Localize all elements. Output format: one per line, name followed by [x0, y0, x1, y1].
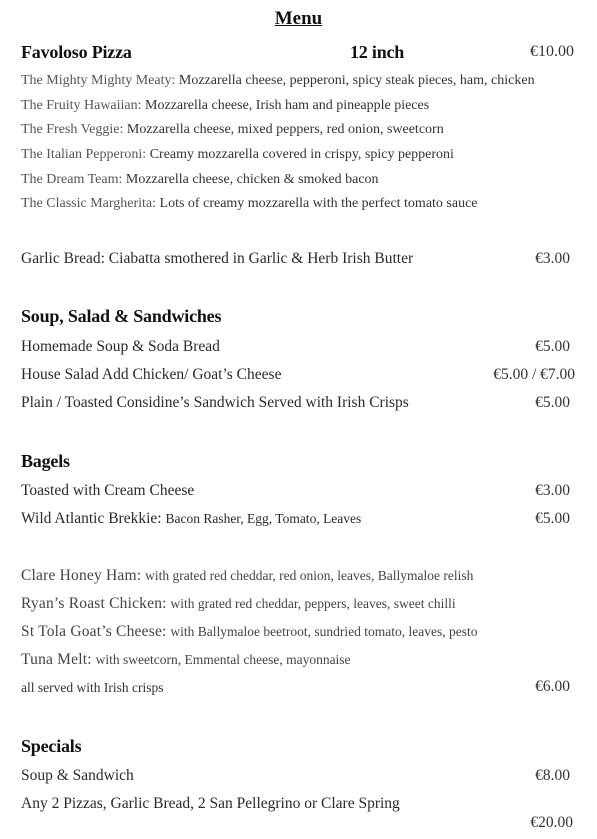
fillings-price: €6.00 [535, 678, 570, 695]
filling-name: Clare Honey Ham: [21, 567, 142, 584]
pizza-item-name: The Classic Margherita: [21, 196, 157, 211]
pizza-item [21, 196, 478, 212]
menu-item: Soup & Sandwich [21, 767, 134, 784]
menu-item-price: €5.00 [535, 510, 570, 527]
pizza-item [21, 122, 444, 138]
menu-item: Toasted with Cream Cheese [21, 482, 195, 499]
pizza-item-desc: Mozzarella cheese, chicken & smoked bacon [125, 172, 379, 187]
pizza-size: 12 inch [350, 42, 405, 62]
pizza-item-desc: Mozzarella cheese, pepperoni, spicy steak pieces, ham, chicken [178, 73, 535, 88]
pizza-item-name: The Fresh Veggie: [21, 122, 124, 137]
menu-item-price: €5.00 [535, 394, 570, 411]
pizza-item [21, 172, 379, 188]
menu-item: Any 2 Pizzas, Garlic Bread, 2 San Pellegrino or Clare Spring [21, 795, 400, 812]
garlic-bread-price: €3.00 [535, 250, 570, 267]
menu-item-price: €5.00 / €7.00 [493, 366, 575, 383]
bagels-heading: Bagels [21, 451, 70, 471]
pizza-item-desc: Creamy mozzarella covered in crispy, spicy pepperoni [149, 147, 454, 162]
menu-item: Plain / Toasted Considine’s Sandwich Served with Irish Crisps [21, 394, 409, 411]
menu-title: Menu [274, 8, 323, 29]
filling-desc: with sweetcorn, Emmental cheese, mayonnaise [95, 652, 351, 667]
pizza-item [21, 98, 429, 114]
pizza-item-name: The Italian Pepperoni: [21, 147, 147, 162]
pizza-item-name: The Fruity Hawaiian: [21, 98, 142, 113]
menu-item: House Salad Add Chicken/ Goat’s Cheese [21, 366, 282, 383]
filling-item [21, 623, 477, 641]
filling-name: Ryan’s Roast Chicken: [21, 595, 167, 612]
garlic-bread-item: Garlic Bread: Ciabatta smothered in Garlic & Herb Irish Butter [21, 250, 414, 267]
filling-item [21, 651, 351, 669]
pizza-item [21, 73, 535, 89]
filling-desc: with grated red cheddar, red onion, leaves, Ballymaloe relish [145, 568, 474, 583]
filling-desc: with Ballymaloe beetroot, sundried tomato, leaves, pesto [170, 624, 478, 639]
filling-desc: with grated red cheddar, peppers, leaves, sweet chilli [170, 596, 456, 611]
pizza-item-name: The Dream Team: [21, 172, 123, 187]
brekkie-name: Wild Atlantic Brekkie: [21, 510, 162, 527]
brekkie-desc: Bacon Rasher, Egg, Tomato, Leaves [165, 511, 362, 526]
filling-item [21, 567, 473, 585]
pizza-heading: Favoloso Pizza [21, 42, 132, 62]
menu-item-price: €8.00 [535, 767, 570, 784]
filling-name: St Tola Goat’s Cheese: [21, 623, 167, 640]
pizza-item-desc: Lots of creamy mozzarella with the perfect tomato sauce [159, 196, 478, 211]
soup-heading: Soup, Salad & Sandwiches [21, 306, 222, 326]
pizza-item-desc: Mozzarella cheese, Irish ham and pineapple pieces [145, 98, 430, 113]
menu-item: Homemade Soup & Soda Bread [21, 338, 220, 355]
menu-item-price: €20.00 [530, 814, 573, 831]
pizza-item [21, 147, 454, 163]
specials-heading: Specials [21, 736, 82, 756]
filling-name: Tuna Melt: [21, 651, 92, 668]
menu-item [21, 510, 361, 528]
pizza-item-desc: Mozzarella cheese, mixed peppers, red onion, sweetcorn [126, 122, 444, 137]
pizza-item-name: The Mighty Mighty Meaty: [21, 73, 176, 88]
filling-item [21, 595, 456, 613]
menu-item-price: €5.00 [535, 338, 570, 355]
fillings-footer: all served with Irish crisps [21, 680, 164, 695]
menu-item-price: €3.00 [535, 482, 570, 499]
pizza-price: €10.00 [530, 43, 574, 60]
